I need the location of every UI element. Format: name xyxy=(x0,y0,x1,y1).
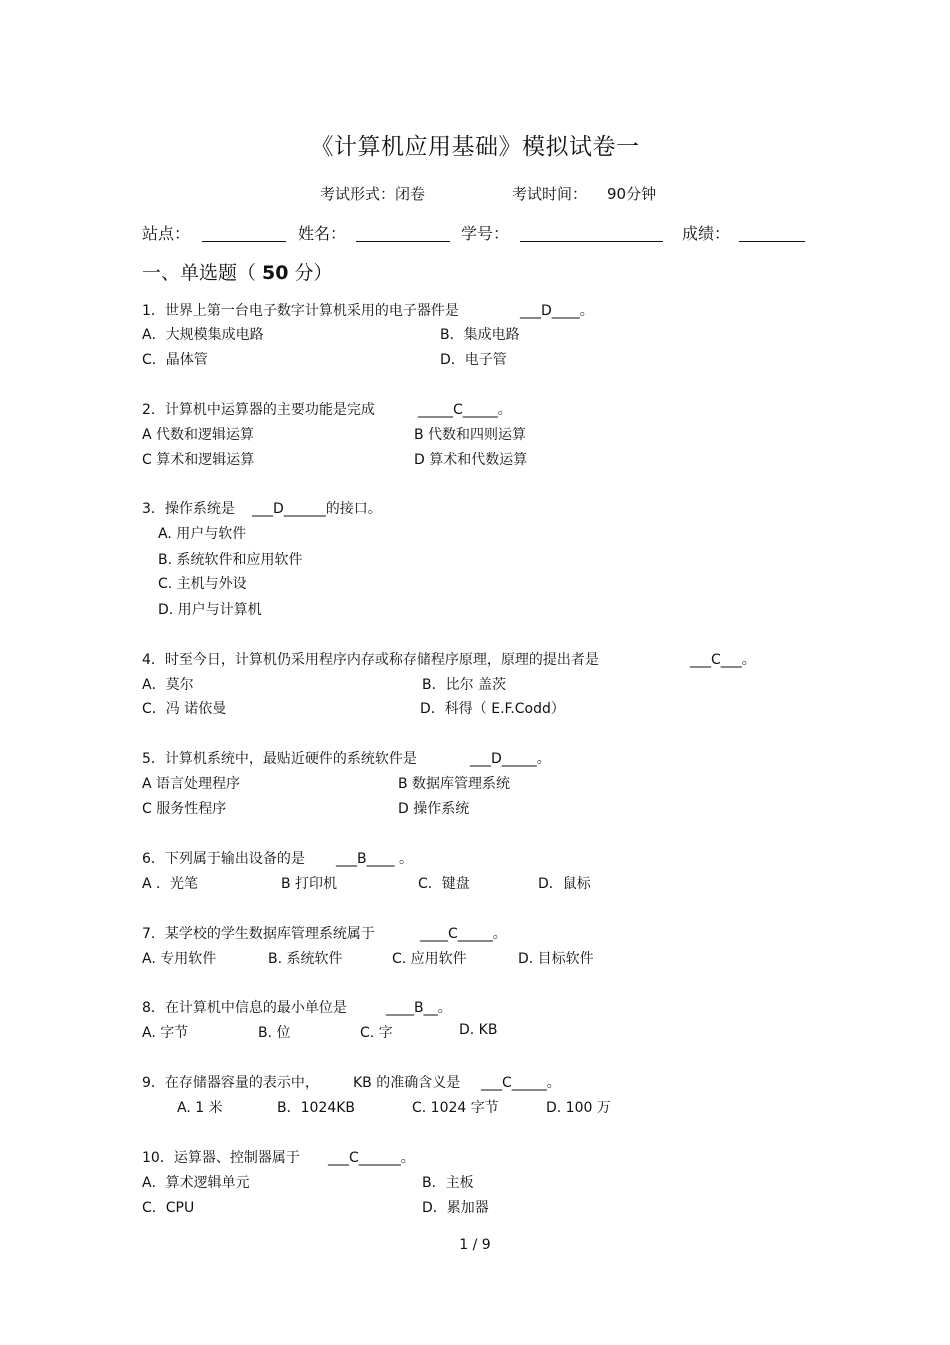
q4-answer: ___C___。 xyxy=(690,652,756,668)
q5-option-b: B 数据库管理系统 xyxy=(398,776,511,792)
exam-form: 考试形式：闭卷 xyxy=(320,185,426,203)
q1-option-d: D．电子管 xyxy=(440,352,507,368)
q10-option-a: A．算术逻辑单元 xyxy=(142,1175,250,1191)
q9-option-a: A. 1 米 xyxy=(177,1100,223,1116)
site-blank xyxy=(202,241,286,242)
q2-answer: _____C_____。 xyxy=(418,402,512,418)
name-blank xyxy=(356,241,450,242)
site-label: 站点： xyxy=(142,224,191,243)
q5-answer: ___D_____。 xyxy=(470,751,551,767)
q2-option-a: A 代数和逻辑运算 xyxy=(142,427,255,443)
q1-option-c: C．晶体管 xyxy=(142,352,208,368)
q2-option-c: C 算术和逻辑运算 xyxy=(142,452,255,468)
exam-time-label: 考试时间： xyxy=(512,185,588,203)
q3-option-b: B. 系统软件和应用软件 xyxy=(158,552,303,568)
section-points: 50 xyxy=(262,262,289,284)
q10-option-b: B．主板 xyxy=(422,1175,474,1191)
q4-option-c: C．冯 诺依曼 xyxy=(142,701,227,717)
student-id-label: 学号： xyxy=(461,224,510,243)
q3-option-a: A. 用户与软件 xyxy=(158,526,247,542)
q8-option-b: B. 位 xyxy=(258,1025,291,1041)
student-id-blank xyxy=(520,241,663,242)
q9-stem: 9．在存储器容量的表示中， xyxy=(142,1075,319,1091)
q8-option-d: D. KB xyxy=(459,1022,498,1038)
name-label: 姓名： xyxy=(298,224,347,243)
q10-option-d: D．累加器 xyxy=(422,1200,489,1216)
q8-answer: ____B__。 xyxy=(386,1000,452,1016)
q7-option-b: B. 系统软件 xyxy=(268,951,343,967)
q5-option-a: A 语言处理程序 xyxy=(142,776,241,792)
q7-stem: 7．某学校的学生数据库管理系统属于 xyxy=(142,926,375,942)
q1-stem: 1．世界上第一台电子数字计算机采用的电子器件是 xyxy=(142,303,459,319)
q9-option-c: C. 1024 字节 xyxy=(412,1100,499,1116)
q3-stem: 3．操作系统是 xyxy=(142,501,235,517)
q8-option-c: C. 字 xyxy=(360,1025,393,1041)
q10-stem: 10．运算器、控制器属于 xyxy=(142,1150,300,1166)
q2-stem: 2．计算机中运算器的主要功能是完成 xyxy=(142,402,375,418)
q6-stem: 6．下列属于输出设备的是 xyxy=(142,851,305,867)
section-heading xyxy=(142,258,332,285)
q8-stem: 8．在计算机中信息的最小单位是 xyxy=(142,1000,347,1016)
q9-stem-kb: KB 的准确含义是 xyxy=(353,1075,461,1091)
q2-option-b: B 代数和四则运算 xyxy=(414,427,527,443)
q5-option-c: C 服务性程序 xyxy=(142,801,227,817)
score-blank xyxy=(739,241,805,242)
q6-option-c: C．键盘 xyxy=(418,876,470,892)
q10-answer: ___C______。 xyxy=(328,1150,415,1166)
q7-option-d: D. 目标软件 xyxy=(518,951,594,967)
q3-option-d: D. 用户与计算机 xyxy=(158,602,262,618)
q1-answer: ___D____。 xyxy=(520,303,594,319)
q3-answer: ___D______的接口。 xyxy=(252,501,382,517)
q4-stem: 4．时至今日，计算机仍采用程序内存或称存储程序原理，原理的提出者是 xyxy=(142,652,599,668)
section-title: 一、单选题（ xyxy=(142,262,257,284)
q9-option-d: D. 100 万 xyxy=(546,1100,611,1116)
q5-option-d: D 操作系统 xyxy=(398,801,470,817)
q5-stem: 5．计算机系统中，最贴近硬件的系统软件是 xyxy=(142,751,417,767)
q10-option-c: C．CPU xyxy=(142,1200,195,1216)
q4-option-d: D．科得（ E.F.Codd） xyxy=(420,701,565,717)
q7-answer: ____C_____。 xyxy=(420,926,507,942)
q9-answer: ___C_____。 xyxy=(481,1075,561,1091)
q6-option-b: B 打印机 xyxy=(281,876,338,892)
q9-option-b: B．1024KB xyxy=(277,1100,356,1116)
q3-option-c: C. 主机与外设 xyxy=(158,576,247,592)
q1-option-b: B．集成电路 xyxy=(440,327,520,343)
q4-option-b: B．比尔 盖茨 xyxy=(422,677,507,693)
q6-answer: ___B____ 。 xyxy=(336,851,414,867)
q7-option-c: C. 应用软件 xyxy=(392,951,467,967)
q2-option-d: D 算术和代数运算 xyxy=(414,452,528,468)
section-unit: 分） xyxy=(294,262,333,284)
page-number: 1 / 9 xyxy=(459,1237,491,1253)
q6-option-d: D．鼠标 xyxy=(538,876,591,892)
q4-option-a: A．莫尔 xyxy=(142,677,194,693)
q7-option-a: A. 专用软件 xyxy=(142,951,217,967)
page-title: 《计算机应用基础》模拟试卷一 xyxy=(310,134,640,160)
q8-option-a: A. 字节 xyxy=(142,1025,189,1041)
q1-option-a: A．大规模集成电路 xyxy=(142,327,264,343)
q6-option-a: A ．光笔 xyxy=(142,876,199,892)
score-label: 成绩： xyxy=(682,224,731,243)
exam-time-value: 90分钟 xyxy=(607,185,657,203)
